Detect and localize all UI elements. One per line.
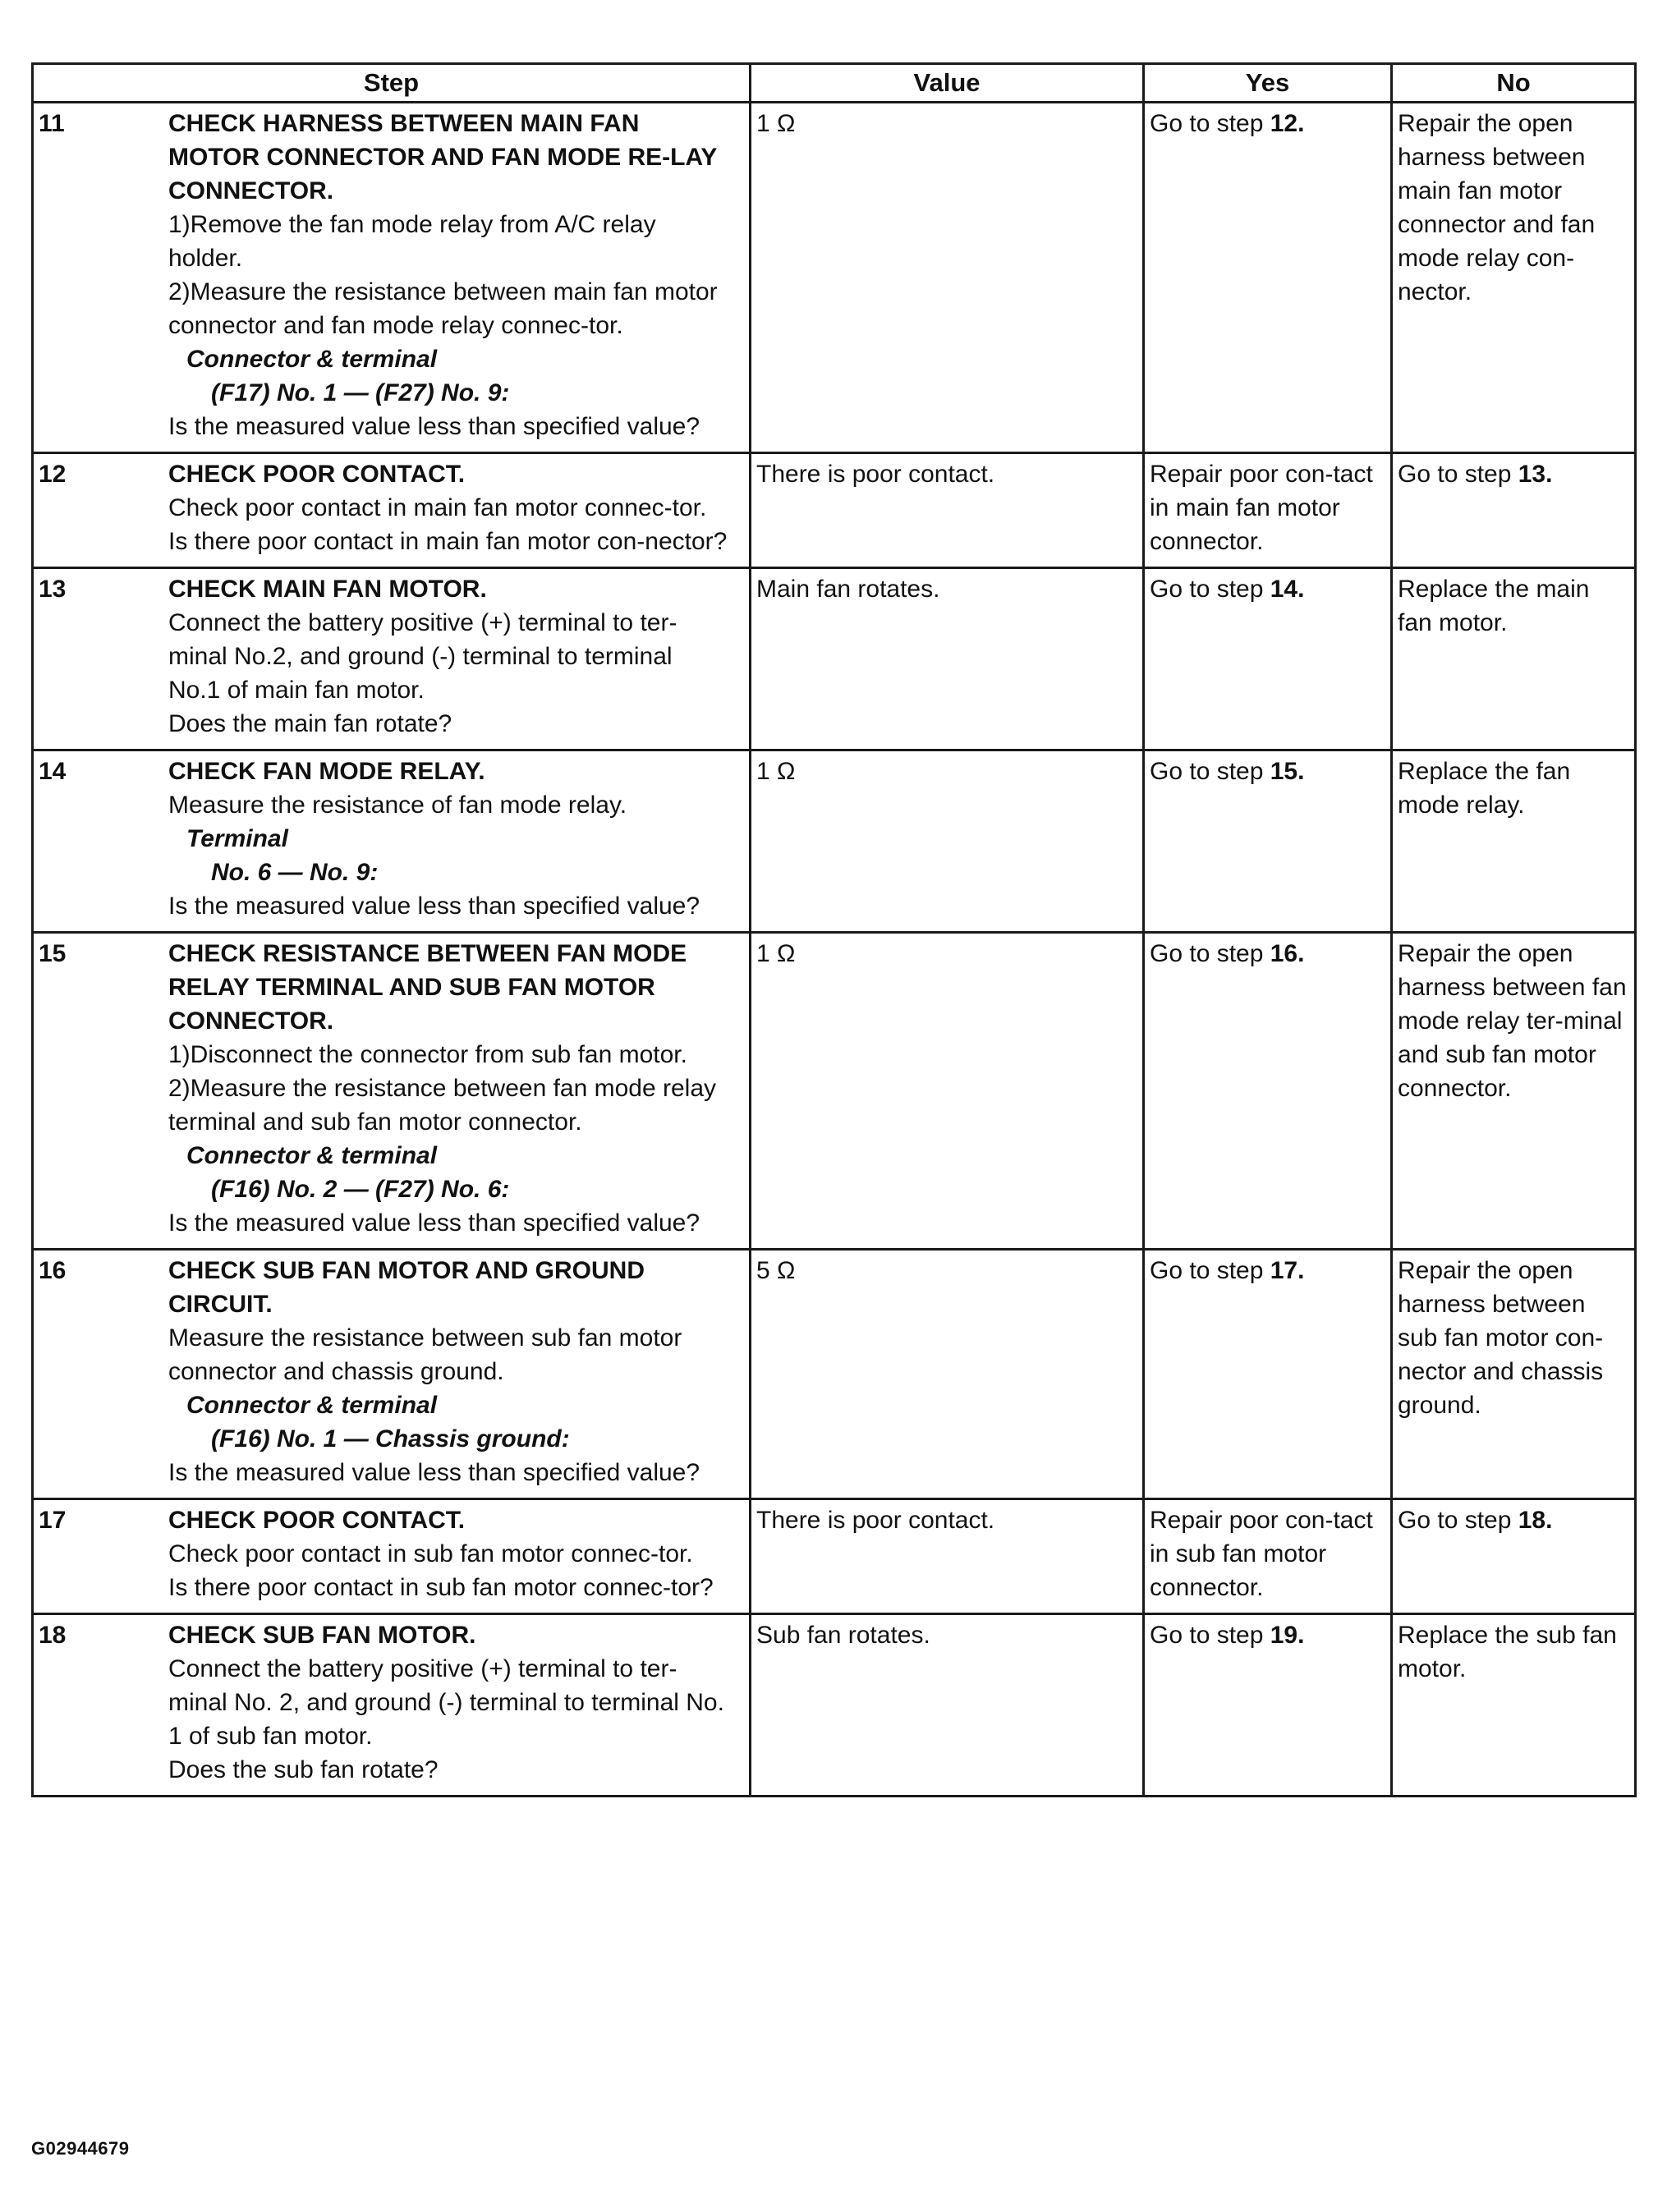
instruction-line: Connect the battery positive (+) terminal to ter-minal No.2, and ground (-) terminal to terminal No.1 of main fan motor. [168, 609, 677, 704]
step-cell [33, 103, 751, 453]
yes-step-ref: 14. [1270, 576, 1305, 603]
value-cell [751, 568, 1144, 750]
yes-cell [1144, 453, 1392, 568]
instruction-line: Is there poor contact in sub fan motor connec-tor? [168, 1574, 714, 1601]
yes-step-ref: 16. [1270, 940, 1305, 967]
instruction-line: Check poor contact in sub fan motor connec-tor. [168, 1540, 693, 1567]
spec-value: (F16) No. 1 — Chassis ground: [211, 1425, 570, 1452]
instruction-line: Does the sub fan rotate? [168, 1756, 439, 1783]
spec-label: Connector & terminal [186, 1142, 438, 1169]
step-body [168, 1503, 730, 1604]
step-number: 16 [39, 1257, 67, 1284]
table-row [33, 1614, 1636, 1797]
step-instructions [168, 1652, 730, 1787]
step-title: CHECK POOR CONTACT. [168, 1507, 466, 1534]
spec-value: No. 6 — No. 9: [211, 859, 379, 886]
table-row [33, 453, 1636, 568]
step-number: 14 [39, 758, 67, 785]
yes-cell [1144, 1250, 1392, 1499]
no-cell [1392, 568, 1636, 750]
step-number: 13 [39, 576, 67, 603]
no-cell [1392, 1499, 1636, 1614]
no-cell [1392, 103, 1636, 453]
no-cell [1392, 453, 1636, 568]
step-cell [33, 568, 751, 750]
spec-value: (F17) No. 1 — (F27) No. 9: [211, 379, 510, 406]
step-question: Is the measured value less than specified value? [168, 1209, 700, 1237]
yes-text: Go to step [1150, 758, 1270, 785]
step-question: Is the measured value less than specified value? [168, 413, 700, 440]
table-row [33, 103, 1636, 453]
instruction-line: 2)Measure the resistance between main fan motor connector and fan mode relay connec-tor. [168, 278, 718, 339]
table-row [33, 933, 1636, 1250]
yes-step-ref: 15. [1270, 758, 1305, 785]
yes-step-ref: 19. [1270, 1622, 1305, 1649]
table-row [33, 1499, 1636, 1614]
spec-value-text: Main fan rotates. [756, 576, 940, 603]
yes-text: Go to step [1150, 1257, 1270, 1284]
yes-cell [1144, 568, 1392, 750]
spec-label: Connector & terminal [186, 346, 438, 373]
step-question: Is the measured value less than specified value? [168, 893, 700, 920]
no-cell [1392, 933, 1636, 1250]
step-number: 12 [39, 461, 67, 488]
diagnostic-procedure-sheet [31, 62, 1634, 1797]
instruction-line: Check poor contact in main fan motor connec-tor. [168, 494, 707, 521]
instruction-line: Measure the resistance of fan mode relay. [168, 792, 627, 819]
step-instructions [168, 1038, 730, 1139]
step-title: CHECK MAIN FAN MOTOR. [168, 576, 487, 603]
step-question: Is the measured value less than specified value? [168, 1459, 700, 1486]
step-instructions [168, 491, 730, 558]
step-title: CHECK POOR CONTACT. [168, 461, 466, 488]
no-text: Go to step [1398, 461, 1518, 488]
step-title: CHECK SUB FAN MOTOR AND GROUND CIRCUIT. [168, 1257, 645, 1318]
spec-value-text: There is poor contact. [756, 461, 995, 488]
no-step-ref: 18. [1518, 1507, 1553, 1534]
yes-step-ref: 17. [1270, 1257, 1305, 1284]
step-body [168, 755, 730, 923]
step-instructions [168, 208, 730, 342]
diagnostic-table [31, 62, 1637, 1797]
header-value: Value [751, 64, 1144, 103]
instruction-line: Connect the battery positive (+) terminal to ter-minal No. 2, and ground (-) terminal to terminal No. 1 of sub fan motor. [168, 1655, 724, 1750]
no-text: Replace the main fan motor. [1398, 576, 1590, 636]
table-row [33, 750, 1636, 933]
step-title: CHECK HARNESS BETWEEN MAIN FAN MOTOR CONNECTOR AND FAN MODE RE-LAY CONNECTOR. [168, 110, 717, 204]
value-cell [751, 453, 1144, 568]
spec-value-text: 1 Ω [756, 110, 796, 137]
yes-text: Go to step [1150, 1622, 1270, 1649]
no-text: Go to step [1398, 1507, 1518, 1534]
step-number: 11 [39, 110, 65, 137]
yes-cell [1144, 750, 1392, 933]
instruction-line: Is there poor contact in main fan motor con-nector? [168, 528, 728, 555]
step-body [168, 457, 730, 558]
yes-cell [1144, 103, 1392, 453]
step-number: 18 [39, 1622, 67, 1649]
step-title: CHECK FAN MODE RELAY. [168, 758, 485, 785]
value-cell [751, 1250, 1144, 1499]
table-row [33, 568, 1636, 750]
value-cell [751, 1614, 1144, 1797]
no-text: Repair the open harness between sub fan motor con-nector and chassis ground. [1398, 1257, 1604, 1419]
header-step: Step [33, 64, 751, 103]
instruction-line: Does the main fan rotate? [168, 710, 452, 737]
step-cell [33, 1614, 751, 1797]
step-number: 15 [39, 940, 67, 967]
spec-value-text: Sub fan rotates. [756, 1622, 930, 1649]
table-row [33, 1250, 1636, 1499]
step-cell [33, 1499, 751, 1614]
step-body [168, 1254, 730, 1489]
header-no: No [1392, 64, 1636, 103]
step-cell [33, 750, 751, 933]
value-cell [751, 933, 1144, 1250]
no-text: Repair the open harness between fan mode relay ter-minal and sub fan motor connector. [1398, 940, 1627, 1102]
yes-text: Go to step [1150, 110, 1270, 137]
step-cell [33, 453, 751, 568]
instruction-line: Measure the resistance between sub fan motor connector and chassis ground. [168, 1324, 682, 1385]
value-cell [751, 103, 1144, 453]
step-body [168, 572, 730, 741]
no-text: Repair the open harness between main fan motor connector and fan mode relay con-nector. [1398, 110, 1596, 305]
spec-value-text: There is poor contact. [756, 1507, 995, 1534]
no-cell [1392, 1614, 1636, 1797]
value-cell [751, 750, 1144, 933]
yes-text: Go to step [1150, 576, 1270, 603]
yes-text: Go to step [1150, 940, 1270, 967]
table-header [33, 64, 1636, 103]
spec-label: Connector & terminal [186, 1392, 438, 1419]
no-text: Replace the sub fan motor. [1398, 1622, 1617, 1682]
spec-value-text: 5 Ω [756, 1257, 796, 1284]
step-title: CHECK SUB FAN MOTOR. [168, 1622, 476, 1649]
spec-value-text: 1 Ω [756, 758, 796, 785]
instruction-line: 1)Remove the fan mode relay from A/C relay holder. [168, 211, 656, 272]
header-yes: Yes [1144, 64, 1392, 103]
yes-cell [1144, 933, 1392, 1250]
yes-step-ref: 12. [1270, 110, 1305, 137]
step-title: CHECK RESISTANCE BETWEEN FAN MODE RELAY TERMINAL AND SUB FAN MOTOR CONNECTOR. [168, 940, 687, 1035]
spec-value: (F16) No. 2 — (F27) No. 6: [211, 1176, 510, 1203]
step-cell [33, 1250, 751, 1499]
no-step-ref: 13. [1518, 461, 1553, 488]
step-body [168, 937, 730, 1240]
step-instructions [168, 1537, 730, 1604]
table-body [33, 103, 1636, 1797]
instruction-line: 2)Measure the resistance between fan mode relay terminal and sub fan motor connector. [168, 1075, 717, 1136]
step-cell [33, 933, 751, 1250]
step-body [168, 1618, 730, 1787]
yes-cell [1144, 1499, 1392, 1614]
step-instructions [168, 1321, 730, 1388]
spec-value-text: 1 Ω [756, 940, 796, 967]
no-cell [1392, 1250, 1636, 1499]
step-number: 17 [39, 1507, 67, 1534]
step-instructions [168, 788, 730, 822]
instruction-line: 1)Disconnect the connector from sub fan motor. [168, 1041, 687, 1068]
yes-text: Repair poor con-tact in main fan motor connector. [1150, 461, 1373, 555]
document-id: G02944679 [31, 2138, 130, 2159]
value-cell [751, 1499, 1144, 1614]
spec-label: Terminal [186, 825, 288, 852]
no-text: Replace the fan mode relay. [1398, 758, 1571, 819]
yes-text: Repair poor con-tact in sub fan motor connector. [1150, 1507, 1373, 1601]
header-row [33, 64, 1636, 103]
step-body [168, 107, 730, 443]
no-cell [1392, 750, 1636, 933]
yes-cell [1144, 1614, 1392, 1797]
step-instructions [168, 606, 730, 741]
